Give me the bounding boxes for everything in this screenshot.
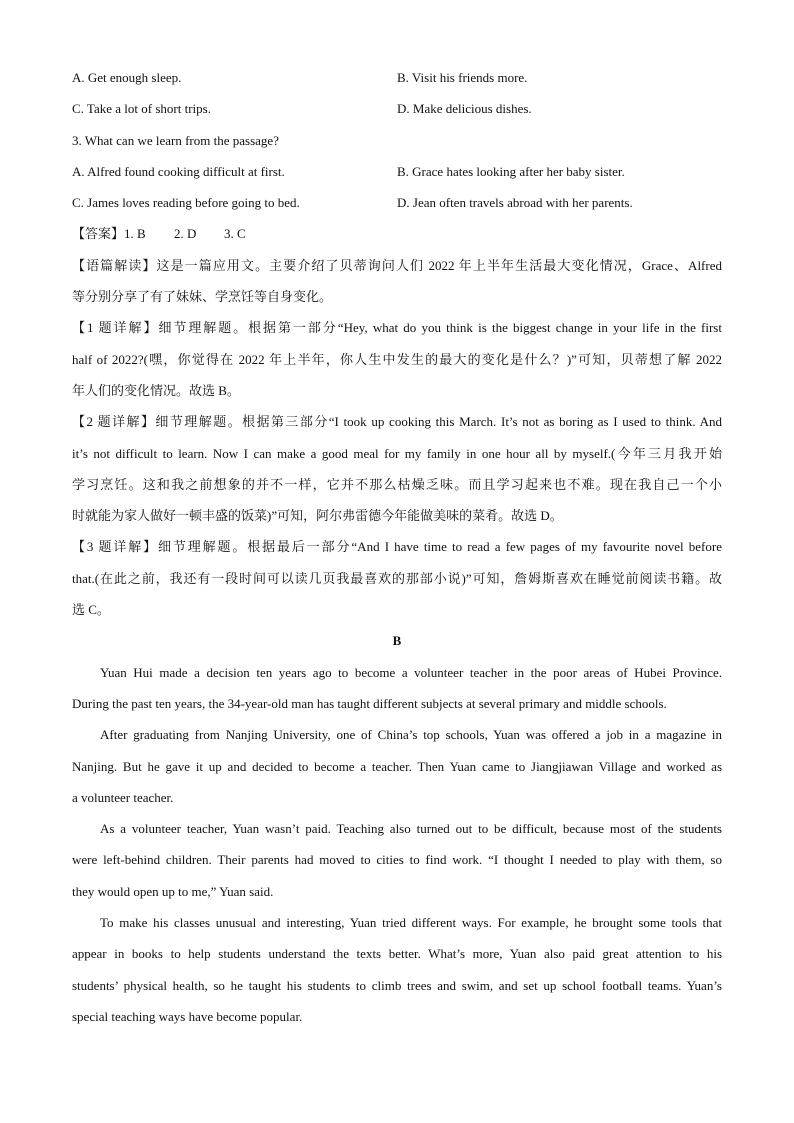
passage-line: students’ physical health, so he taught his students to climb trees and swim, and set up school football teams. Yuan’s [72, 977, 722, 993]
passage-paragraph [72, 813, 722, 907]
detail3-line [72, 531, 722, 562]
detail2-line: it’s not difficult to learn. Now I can make a good meal for my family in one hour all by myself.(今年三月我开始 [72, 445, 722, 461]
answer-line [72, 218, 722, 249]
detail1-tag: 【1 题详解】 [72, 320, 159, 336]
passage-line: As a volunteer teacher, Yuan wasn’t paid. Teaching also turned out to be difficult, because most of the students [100, 821, 722, 837]
detail2-line: 时就能为家人做好一顿丰盛的饭菜)”可知，阿尔弗雷德今年能做美味的菜肴。故选 D。 [72, 508, 563, 524]
answer-tag: 【答案】 [72, 226, 125, 242]
detail1-line [72, 312, 722, 343]
passage-line: During the past ten years, the 34-year-old man has taught different subjects at several primary and middle schools. [72, 695, 667, 711]
q3-option-d: D. Jean often travels abroad with her parents. [397, 195, 633, 211]
passage-line: After graduating from Nanjing University, one of China’s top schools, Yuan was offered a job in a magazine in [100, 727, 722, 743]
q2-option-d: D. Make delicious dishes. [397, 101, 532, 117]
document-page [72, 62, 722, 1032]
passage-line: they would open up to me,” Yuan said. [72, 883, 274, 899]
answer-item: 1. B [124, 226, 146, 242]
passage-paragraph [72, 657, 722, 720]
detail3-text: 细节理解题。根据最后一部分“And I have time to read a few pages of my favourite novel before [158, 539, 722, 555]
q3-question: 3. What can we learn from the passage? [72, 132, 279, 148]
detail1-text: 细节理解题。根据第一部分“Hey, what do you think is the biggest change in your life in the first [158, 320, 722, 336]
section-title: B [392, 633, 402, 649]
detail3-line: 选 C。 [72, 602, 110, 618]
passage-paragraph [72, 907, 722, 1032]
q3-option-b: B. Grace hates looking after her baby sister. [397, 163, 625, 179]
q2-option-a: A. Get enough sleep. [72, 70, 182, 85]
passage-line: special teaching ways have become popular. [72, 1008, 303, 1024]
passage-line: Nanjing. But he gave it up and decided to become a teacher. Then Yuan came to Jiangjiawan Village and worked as [72, 758, 722, 774]
passage-line: Yuan Hui made a decision ten years ago to become a volunteer teacher in the poor areas of Hubei Province. [100, 664, 722, 680]
detail1-line: 年人们的变化情况。故选 B。 [72, 382, 240, 398]
passage-paragraph [72, 719, 722, 813]
analysis-line [72, 250, 722, 281]
q2-option-b: B. Visit his friends more. [397, 70, 528, 85]
q2-option-c: C. Take a lot of short trips. [72, 101, 211, 117]
detail3-tag: 【3 题详解】 [72, 539, 159, 555]
detail3-line: that.(在此之前，我还有一段时间可以读几页我最喜欢的那部小说)”可知，詹姆斯喜欢在睡觉前阅读书籍。故 [72, 570, 722, 586]
detail2-line: 学习烹饪。这和我之前想象的并不一样，它并不那么枯燥乏味。而且学习起来也不难。现在我自己一个小 [72, 476, 722, 492]
answer-item: 3. C [224, 226, 246, 242]
q3-option-a: A. Alfred found cooking difficult at first. [72, 163, 285, 179]
passage-line: To make his classes unusual and interesting, Yuan tried different ways. For example, he brought some tools that [100, 915, 722, 931]
answer-item: 2. D [174, 226, 197, 242]
q3-options-row-1 [72, 156, 722, 187]
q2-options-row-1 [72, 62, 722, 93]
passage-line: a volunteer teacher. [72, 789, 174, 805]
detail2-text: 细节理解题。根据第三部分“I took up cooking this March. It’s not as boring as I used to think. And [155, 414, 722, 430]
q3-options-row-2 [72, 187, 722, 218]
passage-line: appear in books to help students understand the texts better. What’s more, Yuan also paid great attention to his [72, 946, 722, 962]
analysis-tag: 【语篇解读】 [72, 257, 157, 273]
detail2-line [72, 406, 722, 437]
q3-option-c: C. James loves reading before going to bed. [72, 195, 300, 211]
analysis-line: 等分别分享了有了妹妹、学烹饪等自身变化。 [72, 289, 333, 305]
detail1-line: half of 2022?(嘿，你觉得在 2022 年上半年，你人生中发生的最大的变化是什么？)”可知，贝蒂想了解 2022 [72, 351, 722, 367]
q2-options-row-2 [72, 93, 722, 124]
detail2-tag: 【2 题详解】 [72, 414, 156, 430]
passage-line: were left-behind children. Their parents had moved to cities to find work. “I thought I needed to play with them, so [72, 852, 722, 868]
analysis-text: 这是一篇应用文。主要介绍了贝蒂询问人们 2022 年上半年生活最大变化情况，Grace、Alfred [156, 257, 722, 273]
